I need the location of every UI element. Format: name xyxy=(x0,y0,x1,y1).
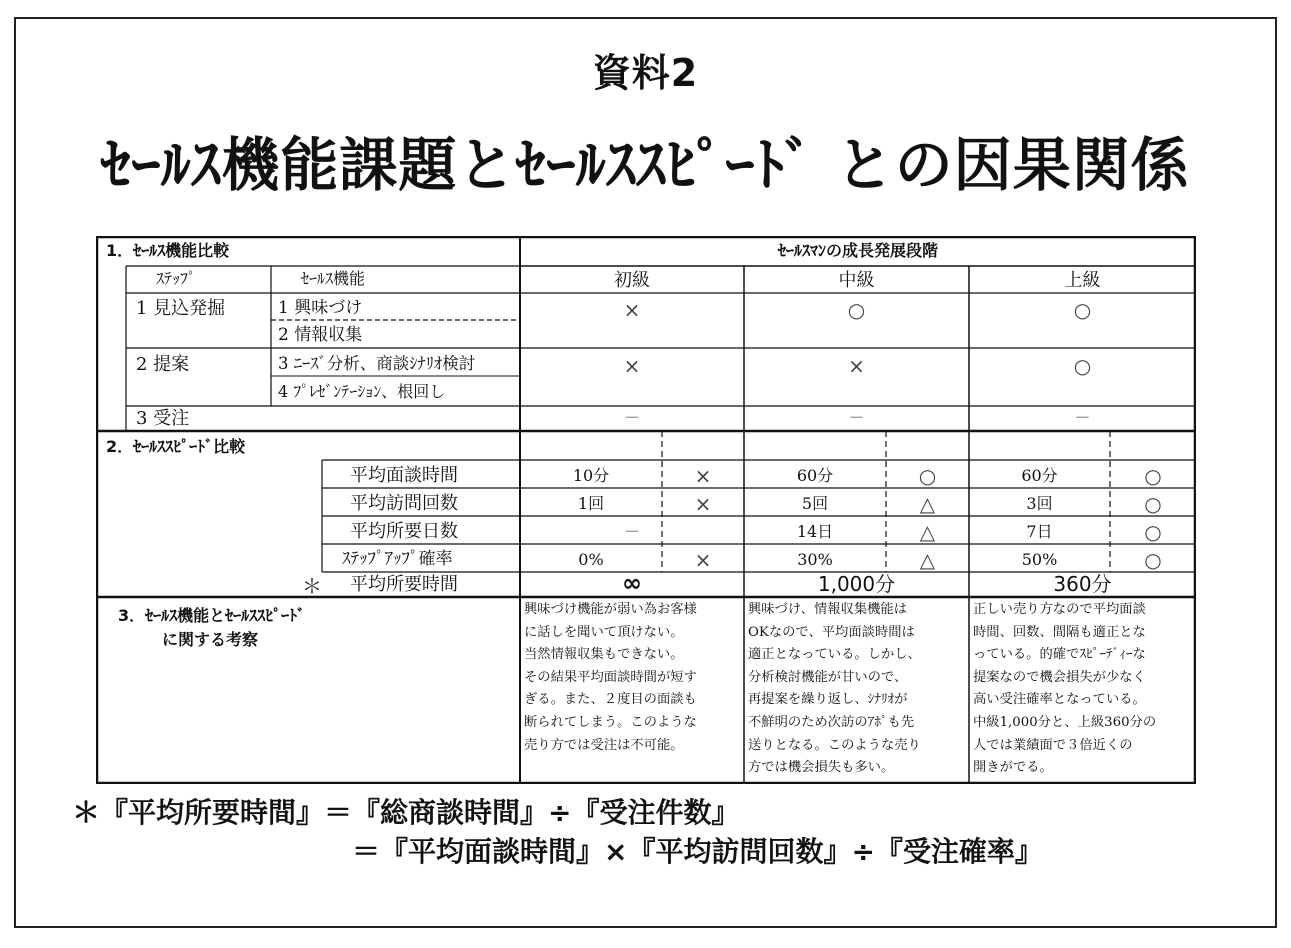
rating-mark: △ xyxy=(919,492,936,516)
step-label: 3 受注 xyxy=(136,408,190,429)
document-label: 資料2 xyxy=(592,51,699,95)
rating-mark: × xyxy=(694,548,712,572)
analysis-note-intermediate: 興味づけ、情報収集機能は OKなので、平均面談時間は 適正となっている。しかし、 分析検討機能が甘いので、 再提案を繰り返し、ｼﾅﾘｵが 不鮮明のため次訪のｱﾎﾟも先 送りとなる。このような売り 方では機会損失も多い。 xyxy=(748,602,921,776)
metric-label: 平均所要日数 xyxy=(350,521,458,542)
metric-label: ｽﾃｯﾌﾟｱｯﾌﾟ確率 xyxy=(342,549,453,569)
rating-mark: × xyxy=(848,354,865,378)
rating-mark: ○ xyxy=(1144,548,1162,572)
analysis-note-beginner: 興味づけ機能が弱い為お客様 に話しを聞いて頂けない。 当然情報収集もできない。 その結果平均面談時間が短す ぎる。また、２度目の面談も 断られてしまう。このような 売り方では受注は不可能。 xyxy=(524,602,697,753)
rating-mark: × xyxy=(623,298,641,322)
function-label: 4 ﾌﾟﾚｾﾞﾝﾃｰｼｮﾝ、根回し xyxy=(278,382,446,401)
page-title: ｾｰﾙｽ機能課題とｾｰﾙｽｽﾋﾟｰﾄﾞ との因果関係 xyxy=(101,131,1190,199)
rating-mark: ○ xyxy=(1144,520,1162,544)
total-time-label: 平均所要時間 xyxy=(350,574,458,595)
function-label: 2 情報収集 xyxy=(278,325,363,345)
rating-mark: ○ xyxy=(918,464,937,488)
function-label: 3 ﾆｰｽﾞ分析、商談ｼﾅﾘｵ検討 xyxy=(278,354,476,373)
function-label: 1 興味づけ xyxy=(278,298,363,318)
formula-line-1: ＊『平均所要時間』＝『総商談時間』÷『受注件数』 xyxy=(72,796,740,829)
rating-mark: － xyxy=(1074,408,1091,427)
section3-heading-line2: に関する考察 xyxy=(162,630,259,649)
comparison-table xyxy=(96,236,1196,784)
total-time-value: ∞ xyxy=(622,569,642,597)
rating-mark: － xyxy=(623,408,640,427)
metric-label: 平均面談時間 xyxy=(350,465,458,486)
growth-stage-header: ｾｰﾙｽﾏﾝの成長発展段階 xyxy=(777,241,938,260)
metric-value: 3回 xyxy=(1026,494,1053,513)
formula-line-2: ＝『平均面談時間』×『平均訪問回数』÷『受注確率』 xyxy=(352,835,1043,868)
rating-mark: ○ xyxy=(1144,492,1162,516)
metric-value: 7日 xyxy=(1026,522,1053,541)
column-function-header: ｾｰﾙｽ機能 xyxy=(301,269,366,288)
step-label: 1 見込発掘 xyxy=(136,298,226,319)
rating-mark: － xyxy=(848,408,865,427)
metric-value: 0% xyxy=(578,550,604,569)
column-step-header: ｽﾃｯﾌﾟ xyxy=(156,269,197,288)
level-header-intermediate: 中級 xyxy=(838,270,875,291)
rating-mark: × xyxy=(694,464,712,488)
total-time-value: 360分 xyxy=(1053,572,1112,596)
section1-heading: 1．ｾｰﾙｽ機能比較 xyxy=(106,241,230,260)
metric-label: 平均訪問回数 xyxy=(350,493,458,514)
rating-mark: △ xyxy=(919,520,936,544)
step-label: 2 提案 xyxy=(136,354,190,375)
rating-mark: ○ xyxy=(1073,354,1092,378)
rating-mark: ○ xyxy=(1073,298,1092,322)
metric-value: 50% xyxy=(1021,550,1058,569)
metric-value: 60分 xyxy=(1021,466,1058,485)
asterisk-mark: ＊ xyxy=(302,574,322,598)
metric-value: 14日 xyxy=(796,522,834,541)
metric-value: 10分 xyxy=(572,466,610,485)
metric-value: 30% xyxy=(797,550,833,569)
metric-value: 1回 xyxy=(577,494,605,513)
rating-mark: △ xyxy=(919,548,936,572)
section3-heading: 3．ｾｰﾙｽ機能とｾｰﾙｽｽﾋﾟｰﾄﾞ xyxy=(118,606,306,625)
metric-value: 5回 xyxy=(801,494,829,513)
rating-mark: ○ xyxy=(847,298,866,322)
metric-value: － xyxy=(623,522,640,541)
total-time-value: 1,000分 xyxy=(817,572,896,596)
rating-mark: × xyxy=(623,354,641,378)
metric-value: 60分 xyxy=(796,466,834,485)
section2-heading: 2．ｾｰﾙｽｽﾋﾟｰﾄﾞ比較 xyxy=(106,437,246,456)
rating-mark: × xyxy=(694,492,712,516)
analysis-note-advanced: 正しい売り方なので平均面談 時間、回数、間隔も適正とな っている。的確でｽﾋﾟｰﾃﾞｨｰな 提案なので機会損失が少なく 高い受注確率となっている。 中級1,000分と、上級360分の 人では業績面で３倍近くの 開きがでる。 xyxy=(973,602,1157,776)
level-header-beginner: 初級 xyxy=(614,270,650,291)
rating-mark: ○ xyxy=(1144,464,1162,488)
level-header-advanced: 上級 xyxy=(1064,270,1101,291)
